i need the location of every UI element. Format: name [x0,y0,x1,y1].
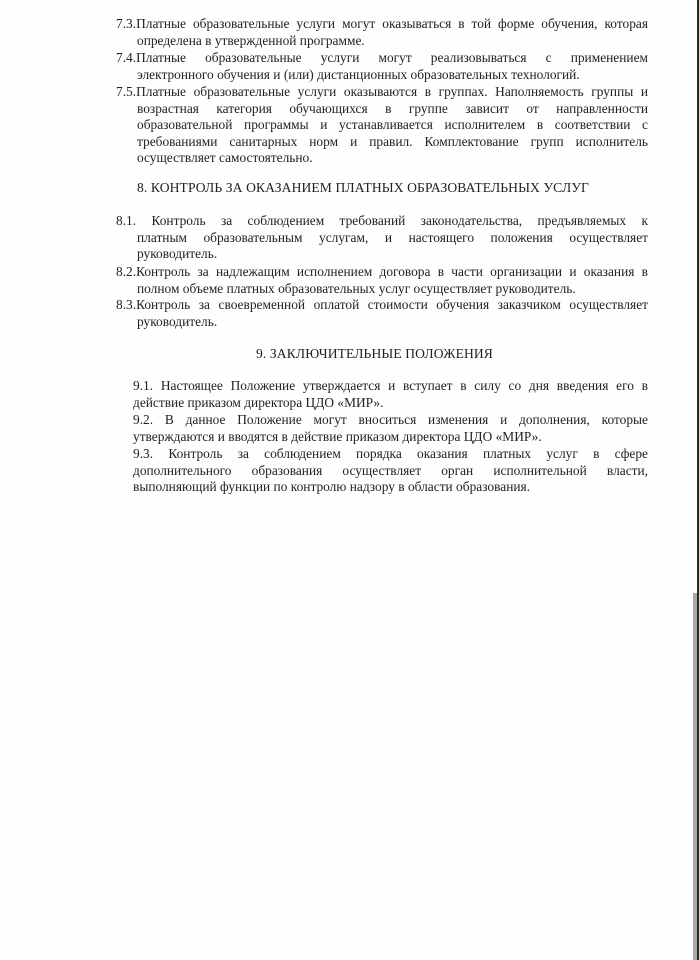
clause-7-5-line-3: образовательной программы и устанавливается исполнителем в соответствии с [137,117,648,133]
clause-9-3 [133,446,648,496]
clause-7-5-line-4: требованиями санитарных норм и правил. Комплектование групп исполнитель [137,133,648,149]
clause-7-4-line-1 [116,50,648,67]
clause-8-3 [116,297,648,330]
clause-7-5 [116,84,648,167]
scrollbar-thumb[interactable] [693,593,697,960]
clause-number: 7.3. [116,16,137,31]
clause-9-1-line-2: действие приказом директора ЦДО «МИР». [133,394,384,410]
clause-9-2-line-2: утверждаются и вводятся в действие приказом директора ЦДО «МИР». [133,428,542,444]
clause-text: Платные образовательные услуги оказываются в группах. Наполняемость группы и [136,84,648,99]
clause-8-2 [116,264,648,297]
clause-8-1-line-1 [116,213,648,230]
clause-number: 8.2. [116,264,137,279]
clause-9-1 [133,378,648,411]
clause-8-3-line-1 [116,297,648,314]
clause-7-3 [116,16,648,49]
clause-9-1-line-1: 9.1. Настоящее Положение утверждается и вступает в силу со дня введения его в [133,378,648,393]
section-8-heading: 8. КОНТРОЛЬ ЗА ОКАЗАНИЕМ ПЛАТНЫХ ОБРАЗОВАТЕЛЬНЫХ УСЛУГ [137,180,590,195]
clause-9-3-line-2: дополнительного образования осуществляет орган исполнительной власти, [133,462,648,478]
clause-number: 7.5. [116,84,137,99]
clause-7-5-line-2: возрастная категория обучающихся в группе зависит от направленности [137,100,648,116]
clause-8-2-line-2: полном объеме платных образовательных услуг осуществляет руководитель. [137,280,576,296]
clause-8-3-line-2: руководитель. [137,313,218,329]
clause-7-4 [116,50,648,83]
clause-number: 8.1. [116,213,152,228]
clause-7-5-line-1 [116,84,648,101]
clause-9-3-line-3: выполняющий функции по контролю надзору в области образования. [133,479,531,495]
clause-9-2-line-1: 9.2. В данное Положение могут вноситься изменения и дополнения, которые [133,412,648,427]
clause-text: Платные образовательные услуги могут реализовываться с применением [136,50,648,65]
clause-7-3-line-1 [116,16,648,33]
clause-8-2-line-1 [116,264,648,281]
clause-7-3-line-2: определена в утвержденной программе. [137,32,365,48]
clause-9-3-line-1: 9.3. Контроль за соблюдением порядка оказания платных услуг в сфере [133,446,648,461]
clause-8-1 [116,213,648,263]
clause-8-1-line-2: платным образовательным услугам, и настоящего положения осуществляет [137,229,648,245]
clause-8-1-line-3: руководитель. [137,246,218,262]
clause-text: Контроль за соблюдением требований законодательства, предъявляемых к [151,213,648,228]
clause-number: 8.3. [116,297,137,312]
clause-text: Контроль за надлежащим исполнением договора в части организации и оказания в [136,264,648,279]
clause-text: Контроль за своевременной оплатой стоимости обучения заказчиком осуществляет [136,297,648,312]
clause-text: Платные образовательные услуги могут оказываться в той форме обучения, которая [136,16,648,31]
section-9-heading: 9. ЗАКЛЮЧИТЕЛЬНЫЕ ПОЛОЖЕНИЯ [256,346,493,361]
clause-9-2 [133,412,648,445]
clause-7-5-line-5: осуществляет самостоятельно. [137,150,313,166]
clause-7-4-line-2: электронного обучения и (или) дистанционных образовательных технологий. [137,66,580,82]
clause-number: 7.4. [116,50,137,65]
